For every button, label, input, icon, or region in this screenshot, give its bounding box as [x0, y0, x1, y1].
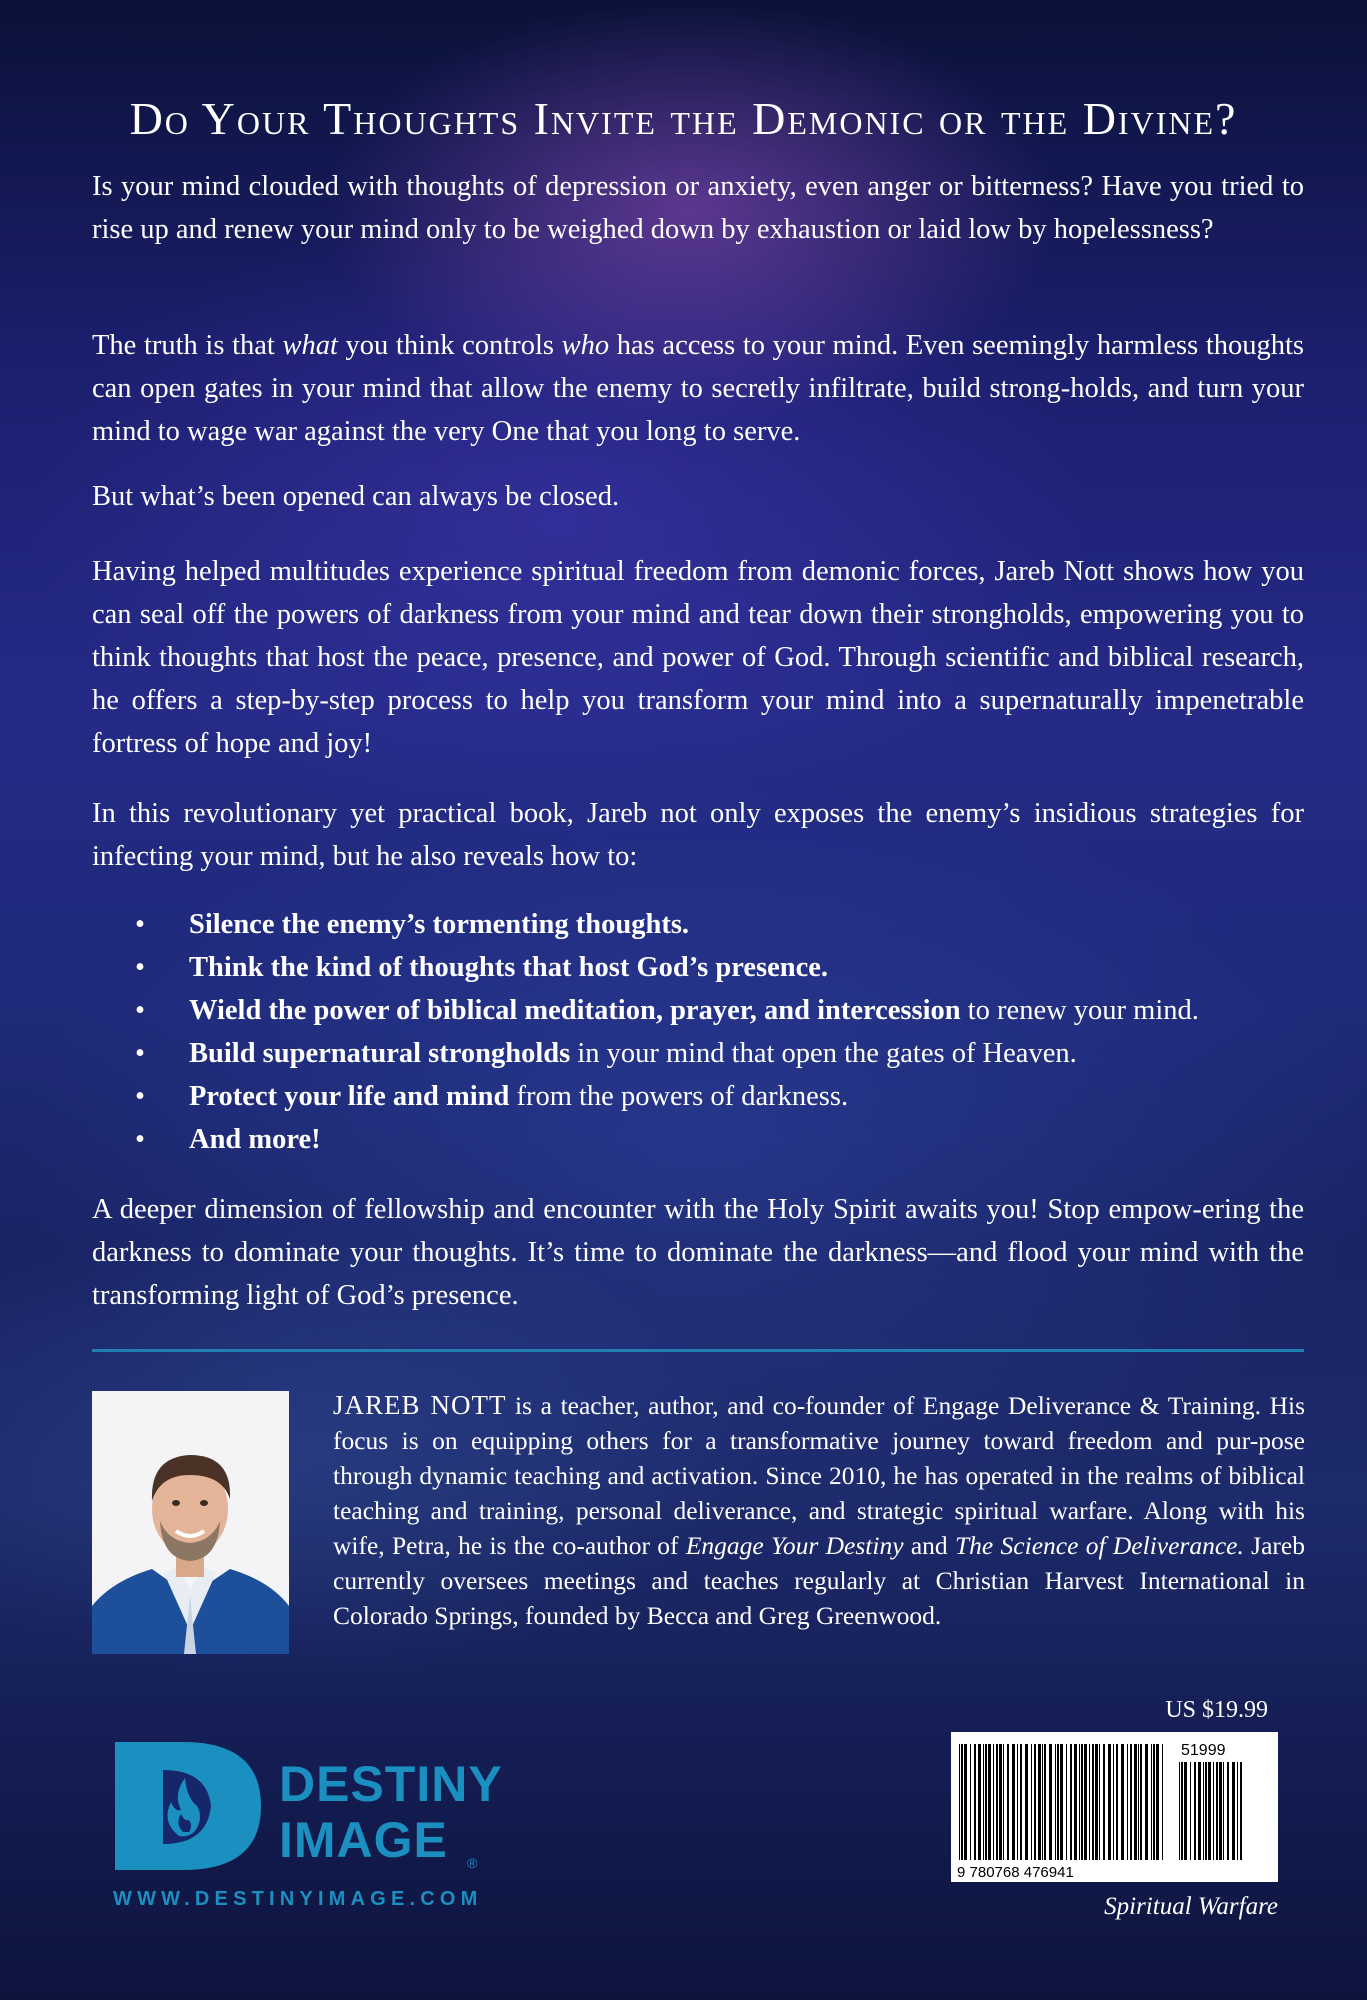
author-work-paragraph	[92, 550, 1304, 765]
bullet-icon: •	[135, 909, 145, 940]
barcode-bar	[961, 1744, 963, 1860]
barcode-bar	[1031, 1744, 1032, 1860]
bio-text-c: Jareb currently oversees meetings and teaches regularly at Christian Harvest International in Colorado Springs, founded by Becca and Greg Greenwood.	[333, 1531, 1305, 1630]
bullet-bold: Silence the enemy’s tormenting thoughts.	[189, 909, 690, 940]
barcode-bar	[1055, 1744, 1056, 1860]
barcode-bar	[1074, 1744, 1077, 1860]
barcode-bar	[1213, 1762, 1214, 1860]
reveals-paragraph	[92, 792, 1304, 878]
paragraph-3: But what’s been opened can always be closed.	[92, 481, 620, 512]
list-item	[92, 1118, 1304, 1161]
barcode-bar	[1012, 1744, 1015, 1860]
barcode-bar	[1017, 1744, 1018, 1860]
barcode-bar	[1179, 1762, 1180, 1860]
author-name: JAREB NOTT	[333, 1390, 507, 1420]
barcode-bar	[1240, 1762, 1242, 1860]
barcode-bar	[1156, 1744, 1159, 1860]
price-label: US $19.99	[1165, 1697, 1268, 1723]
bullet-icon: •	[135, 952, 145, 983]
publisher-url: WWW.DESTINYIMAGE.COM	[113, 1888, 483, 1910]
barcode	[951, 1732, 1278, 1882]
barcode-bar	[1153, 1744, 1155, 1860]
destiny-image-logo-icon	[113, 1742, 263, 1870]
barcode-bar	[1227, 1762, 1229, 1860]
barcode-bar	[1194, 1762, 1196, 1860]
barcode-bar	[1121, 1744, 1124, 1860]
author-portrait-icon	[92, 1391, 289, 1654]
barcode-bar	[974, 1744, 976, 1860]
barcode-bar	[1151, 1744, 1152, 1860]
barcode-bar	[959, 1744, 960, 1860]
barcode-bar	[1208, 1762, 1211, 1860]
barcode-bar	[1116, 1744, 1118, 1860]
barcode-bar	[1099, 1744, 1100, 1860]
bullet-rest: to renew your mind.	[960, 995, 1199, 1026]
barcode-bar	[1216, 1762, 1218, 1860]
emphasis-who: who	[561, 330, 610, 361]
barcode-bar	[1103, 1744, 1105, 1860]
barcode-bar	[1007, 1744, 1009, 1860]
list-item	[92, 1032, 1304, 1075]
barcode-bar	[1184, 1762, 1187, 1860]
benefits-list	[92, 903, 1304, 1161]
bullet-bold: Build supernatural strongholds	[189, 1038, 571, 1069]
bullet-bold: Think the kind of thoughts that host God’s presence.	[189, 952, 829, 983]
barcode-bar	[1070, 1744, 1072, 1860]
barcode-bar	[978, 1744, 981, 1860]
barcode-bar	[1232, 1762, 1235, 1860]
barcode-bar	[1140, 1744, 1142, 1860]
barcode-bar	[999, 1744, 1002, 1860]
isbn-bars	[959, 1744, 1163, 1860]
divider-line	[92, 1349, 1304, 1352]
barcode-bar	[1060, 1744, 1063, 1860]
barcode-bar	[985, 1744, 987, 1860]
barcode-bar	[1089, 1744, 1090, 1860]
bullet-icon: •	[135, 1124, 145, 1155]
genre-label: Spiritual Warfare	[1104, 1893, 1278, 1920]
barcode-bar	[1049, 1744, 1052, 1860]
isbn-digits: 9 780768 476941	[957, 1864, 1074, 1881]
barcode-bar	[1079, 1744, 1080, 1860]
barcode-bar	[983, 1744, 984, 1860]
barcode-bar	[1205, 1762, 1207, 1860]
bullet-icon: •	[135, 1081, 145, 1112]
barcode-bar	[1181, 1762, 1183, 1860]
barcode-bar	[988, 1744, 991, 1860]
barcode-bar	[1108, 1744, 1111, 1860]
barcode-graphic	[951, 1732, 1278, 1882]
barcode-bar	[996, 1744, 998, 1860]
registered-mark: ®	[467, 1855, 478, 1871]
barcode-bar	[1190, 1762, 1191, 1860]
barcode-bar	[1038, 1744, 1041, 1860]
barcode-bar	[1219, 1762, 1222, 1860]
barcode-bar	[1095, 1744, 1098, 1860]
barcode-bar	[1042, 1744, 1043, 1860]
barcode-bar	[1044, 1744, 1046, 1860]
paragraph-2-b: you think controls	[337, 330, 562, 361]
bullet-rest: from the powers of darkness.	[509, 1081, 849, 1112]
book-title-2: The Science of Deliverance.	[954, 1531, 1244, 1560]
bullet-rest: in your mind that open the gates of Heaven.	[570, 1038, 1077, 1069]
barcode-bar	[1138, 1744, 1139, 1860]
paragraph-1: Is your mind clouded with thoughts of depression or anxiety, even anger or bitterness? Have you tried to rise up and renew your mind only to be weighed down by exhaustion or laid low by hopelessness?	[92, 171, 1304, 245]
barcode-bar	[1237, 1762, 1238, 1860]
barcode-bar	[1003, 1744, 1004, 1860]
publisher-name-line1: DESTINY	[279, 1756, 503, 1812]
book-title-1: Engage Your Destiny	[685, 1531, 904, 1560]
list-item	[92, 1075, 1304, 1118]
author-photo	[92, 1391, 289, 1654]
barcode-bar	[1145, 1744, 1148, 1860]
paragraph-4: Having helped multitudes experience spiritual freedom from demonic forces, Jareb Nott shows how you can seal off the powers of darkness from your mind and tear down their strongholds, empowering you to think thoughts that host the peace, presence, and power of God. Through scientific and biblical research, he offers a step-by-step process to help you transform your mind into a supernaturally impenetrable fortress of hope and joy!	[92, 556, 1304, 759]
price-bars	[1179, 1762, 1242, 1860]
opened-paragraph	[92, 475, 1304, 518]
publisher-name-line2: IMAGE	[279, 1812, 448, 1868]
barcode-bar	[1203, 1762, 1204, 1860]
barcode-bar	[1162, 1744, 1163, 1860]
barcode-bar	[1081, 1744, 1083, 1860]
truth-paragraph	[92, 324, 1304, 453]
headline: Do Your Thoughts Invite the Demonic or the Divine?	[129, 93, 1238, 144]
bullet-icon: •	[135, 1038, 145, 1069]
barcode-bar	[1025, 1744, 1028, 1860]
barcode-bar	[1020, 1744, 1022, 1860]
barcode-bar	[993, 1744, 994, 1860]
bio-text-b: and	[903, 1531, 955, 1560]
bullet-bold: And more!	[189, 1124, 321, 1155]
barcode-bar	[1127, 1744, 1128, 1860]
closing-paragraph	[92, 1188, 1304, 1317]
barcode-bar	[1092, 1744, 1094, 1860]
barcode-bar	[1130, 1744, 1132, 1860]
bio-text-a: is a teacher, author, and co-founder of Engage Deliverance & Training. His focus is on equipping others for a transformative journey toward freedom and pur-pose through dynamic teaching and activation. Since 2010, he has operated in the realms of biblical teaching and training, personal deliverance, and strategic spiritual warfare. Along with his wife, Petra, he is the co-author of	[333, 1391, 1305, 1560]
barcode-bar	[1198, 1762, 1201, 1860]
emphasis-what: what	[282, 330, 338, 361]
paragraph-6: A deeper dimension of fellowship and encounter with the Holy Spirit awaits you! Stop empow-ering the darkness to dominate your thoughts. It’s time to dominate the darkness—and flood your mind with the transforming light of God’s presence.	[92, 1194, 1304, 1311]
barcode-bar	[1113, 1744, 1114, 1860]
barcode-bar	[1066, 1744, 1067, 1860]
list-item	[92, 946, 1304, 989]
barcode-bar	[1223, 1762, 1224, 1860]
author-bio	[333, 1388, 1305, 1633]
paragraph-2-c: has access to your mind. Even seemingly harmless thoughts can open gates in your mind that allow the enemy to secretly infiltrate, build strong-holds, and turn your mind to wage war against the very One that you long to serve.	[92, 330, 1304, 447]
barcode-bar	[1034, 1744, 1036, 1860]
barcode-bar	[1057, 1744, 1059, 1860]
barcode-bar	[964, 1744, 967, 1860]
list-item	[92, 989, 1304, 1032]
barcode-bar	[970, 1744, 971, 1860]
bullet-bold: Wield the power of biblical meditation, prayer, and intercession	[189, 995, 961, 1026]
bullet-icon: •	[135, 995, 145, 1026]
intro-paragraph	[92, 165, 1304, 251]
barcode-bar	[1134, 1744, 1137, 1860]
bullet-bold: Protect your life and mind	[189, 1081, 510, 1112]
barcode-bar	[1084, 1744, 1087, 1860]
paragraph-5: In this revolutionary yet practical book, Jareb not only exposes the enemy’s insidious strategies for infecting your mind, but he also reveals how to:	[92, 798, 1304, 872]
price-code: 51999	[1181, 1742, 1226, 1759]
list-item	[92, 903, 1304, 946]
paragraph-2	[92, 324, 1304, 453]
paragraph-2-a: The truth is that	[92, 330, 283, 361]
